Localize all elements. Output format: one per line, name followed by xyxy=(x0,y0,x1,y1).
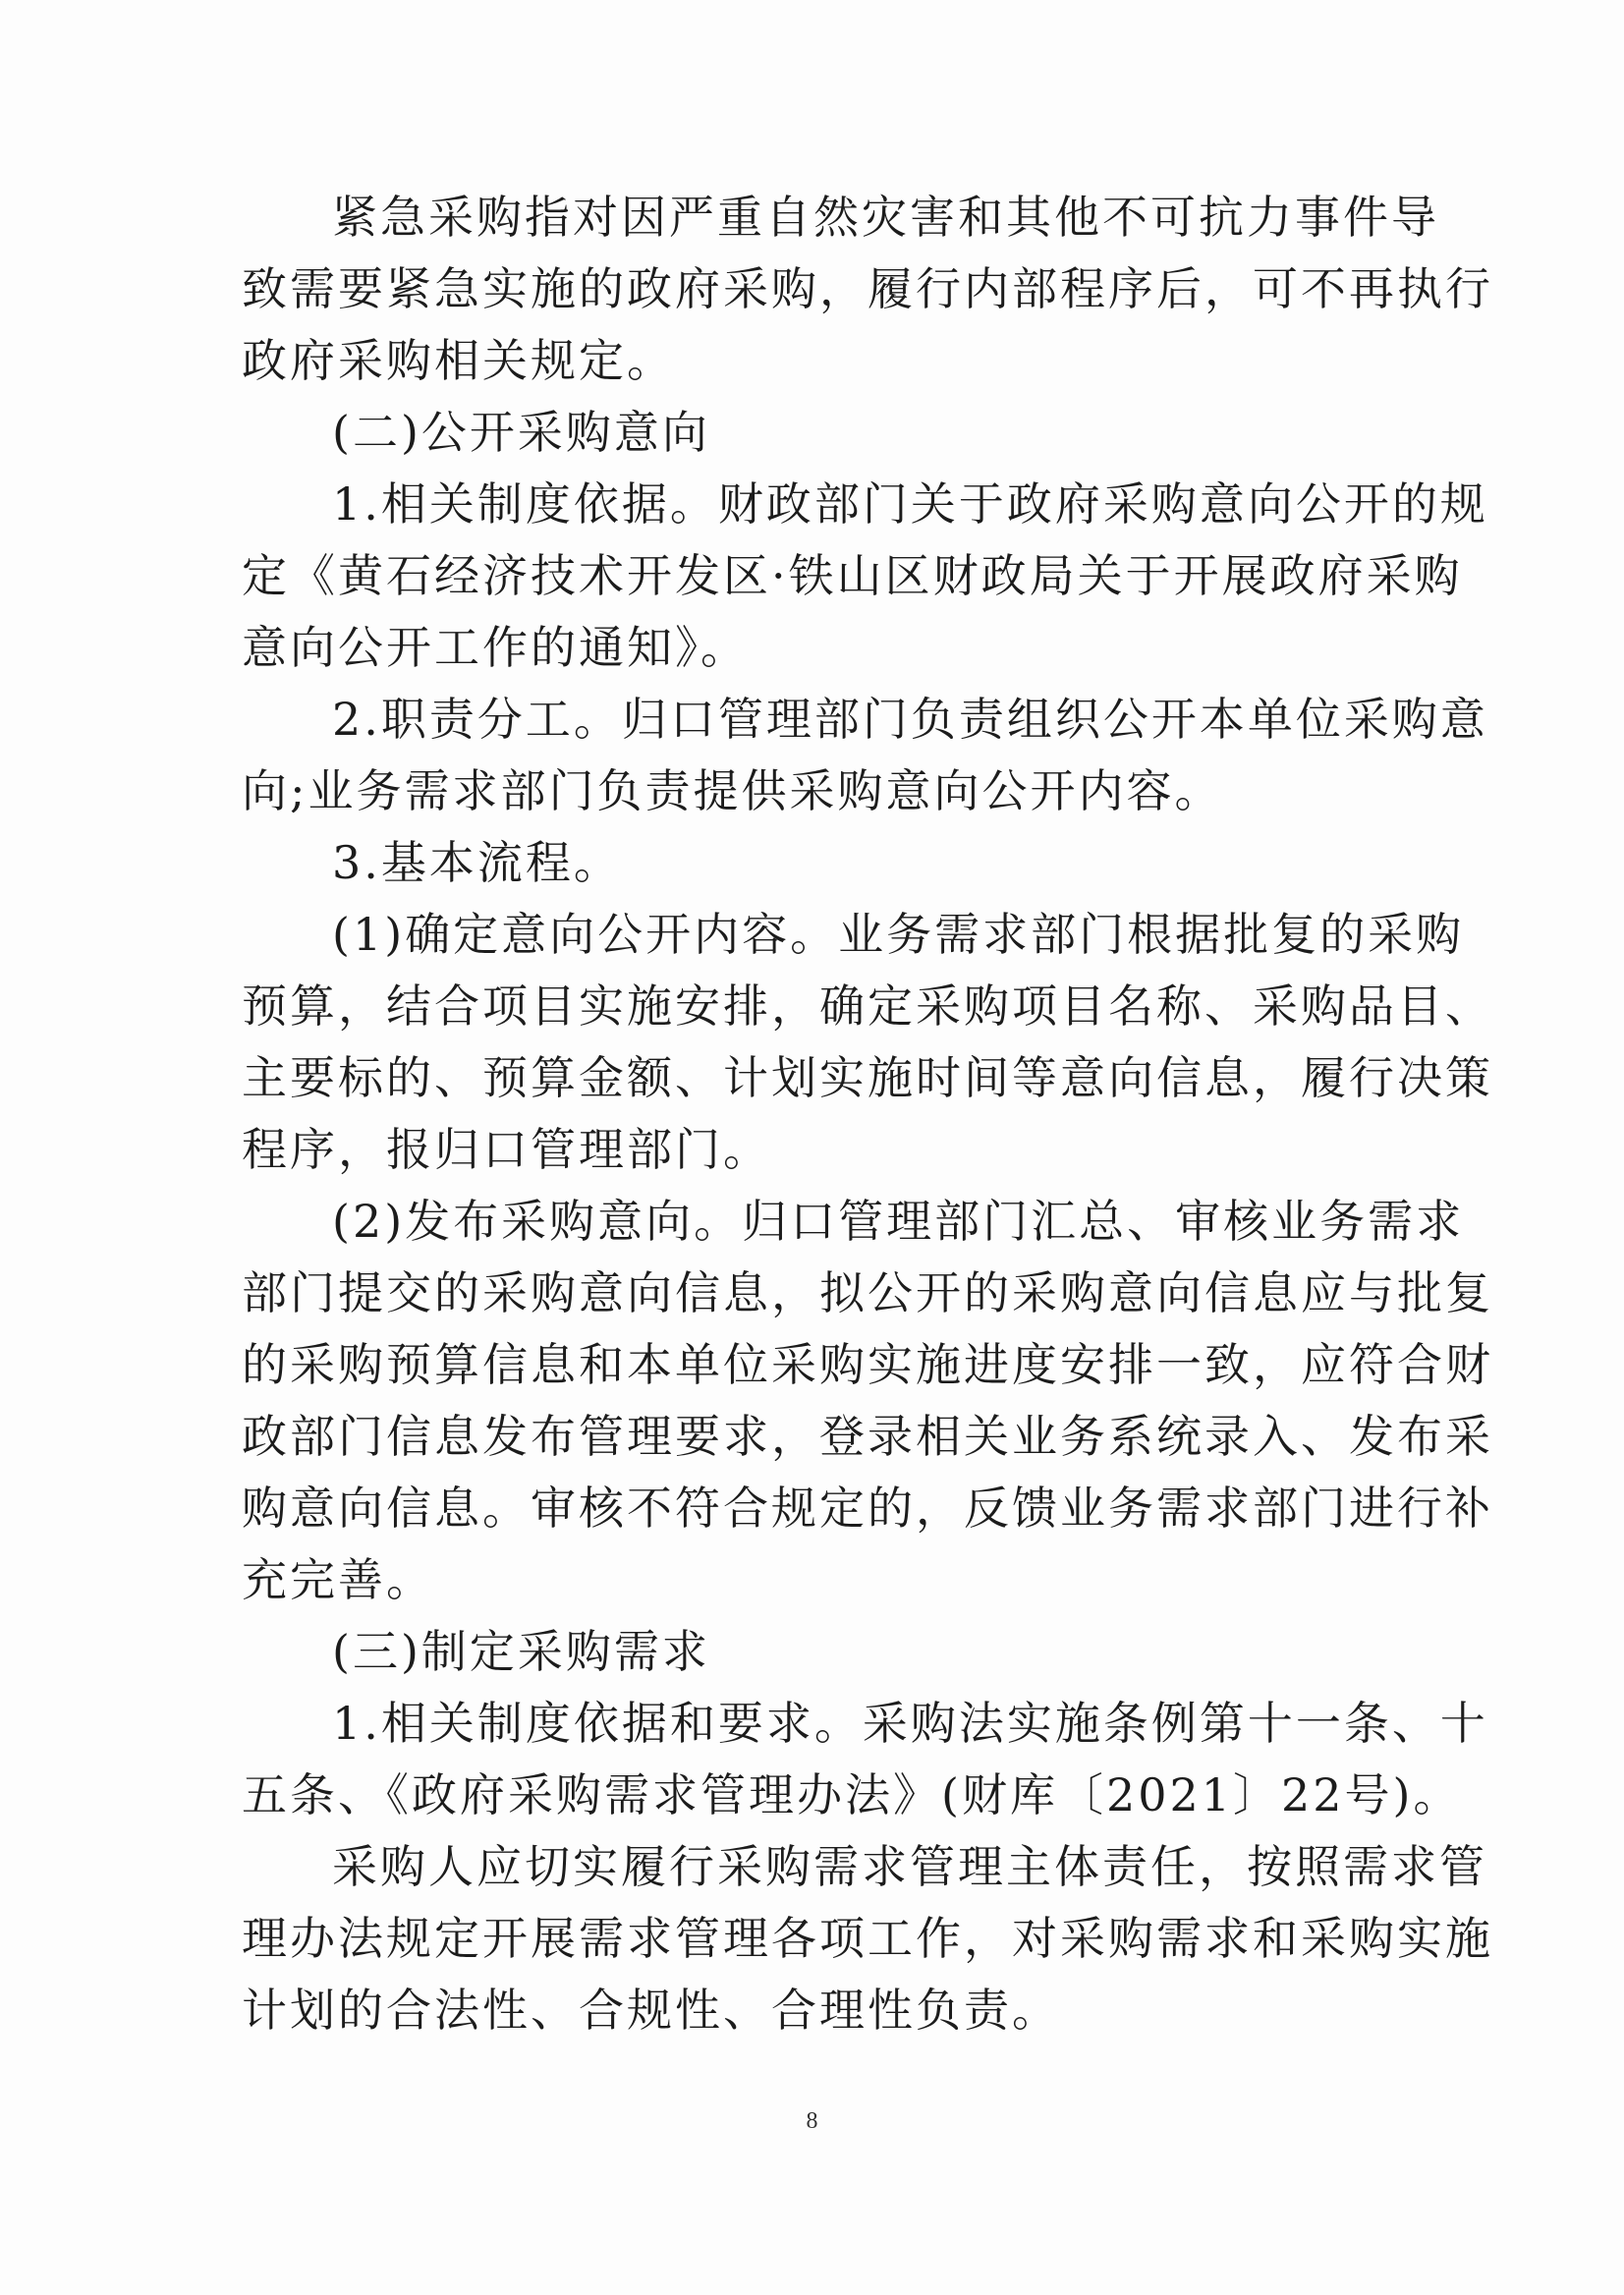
text-line: 购意向信息。审核不符合规定的，反馈业务需求部门进行补 xyxy=(242,1482,1493,1535)
text-line: 向;业务需求部门负责提供采购意向公开内容。 xyxy=(242,764,1223,817)
text-line: 1.相关制度依据和要求。采购法实施条例第十一条、十 xyxy=(332,1697,1488,1750)
text-line: (二)公开采购意向 xyxy=(332,406,710,459)
text-line: 主要标的、预算金额、计划实施时间等意向信息，履行决策 xyxy=(242,1051,1493,1104)
text-line: (1)确定意向公开内容。业务需求部门根据批复的采购 xyxy=(332,908,1465,961)
text-line: 理办法规定开展需求管理各项工作，对采购需求和采购实施 xyxy=(242,1912,1493,1965)
text-line: 的采购预算信息和本单位采购实施进度安排一致，应符合财 xyxy=(242,1338,1493,1391)
text-line: 2.职责分工。归口管理部门负责组织公开本单位采购意 xyxy=(332,693,1488,746)
text-line: 政府采购相关规定。 xyxy=(242,334,675,387)
text-line: 1.相关制度依据。财政部门关于政府采购意向公开的规 xyxy=(332,477,1488,531)
text-line: 紧急采购指对因严重自然灾害和其他不可抗力事件导 xyxy=(332,191,1439,244)
page-number: 8 xyxy=(806,2108,818,2134)
text-line: 五条、《政府采购需求管理办法》(财库〔2021〕22号)。 xyxy=(242,1768,1462,1821)
text-line: 致需要紧急实施的政府采购，履行内部程序后，可不再执行 xyxy=(242,262,1493,315)
text-line: 意向公开工作的通知》。 xyxy=(242,621,749,674)
document-body xyxy=(242,182,1493,2046)
text-line: 定《黄石经济技术开发区·铁山区财政局关于开展政府采购 xyxy=(242,549,1463,602)
text-line: 预算，结合项目实施安排，确定采购项目名称、采购品目、 xyxy=(242,980,1493,1033)
text-line: 计划的合法性、合规性、合理性负责。 xyxy=(242,1984,1060,2037)
text-line: 程序，报归口管理部门。 xyxy=(242,1123,771,1176)
text-line: 政部门信息发布管理要求，登录相关业务系统录入、发布采 xyxy=(242,1410,1493,1463)
text-line: 3.基本流程。 xyxy=(332,836,622,889)
text-line: 部门提交的采购意向信息，拟公开的采购意向信息应与批复 xyxy=(242,1266,1493,1319)
text-line: (2)发布采购意向。归口管理部门汇总、审核业务需求 xyxy=(332,1195,1465,1248)
text-line: (三)制定采购需求 xyxy=(332,1625,710,1678)
text-line: 采购人应切实履行采购需求管理主体责任，按照需求管 xyxy=(332,1840,1487,1893)
text-line: 充完善。 xyxy=(242,1553,434,1606)
